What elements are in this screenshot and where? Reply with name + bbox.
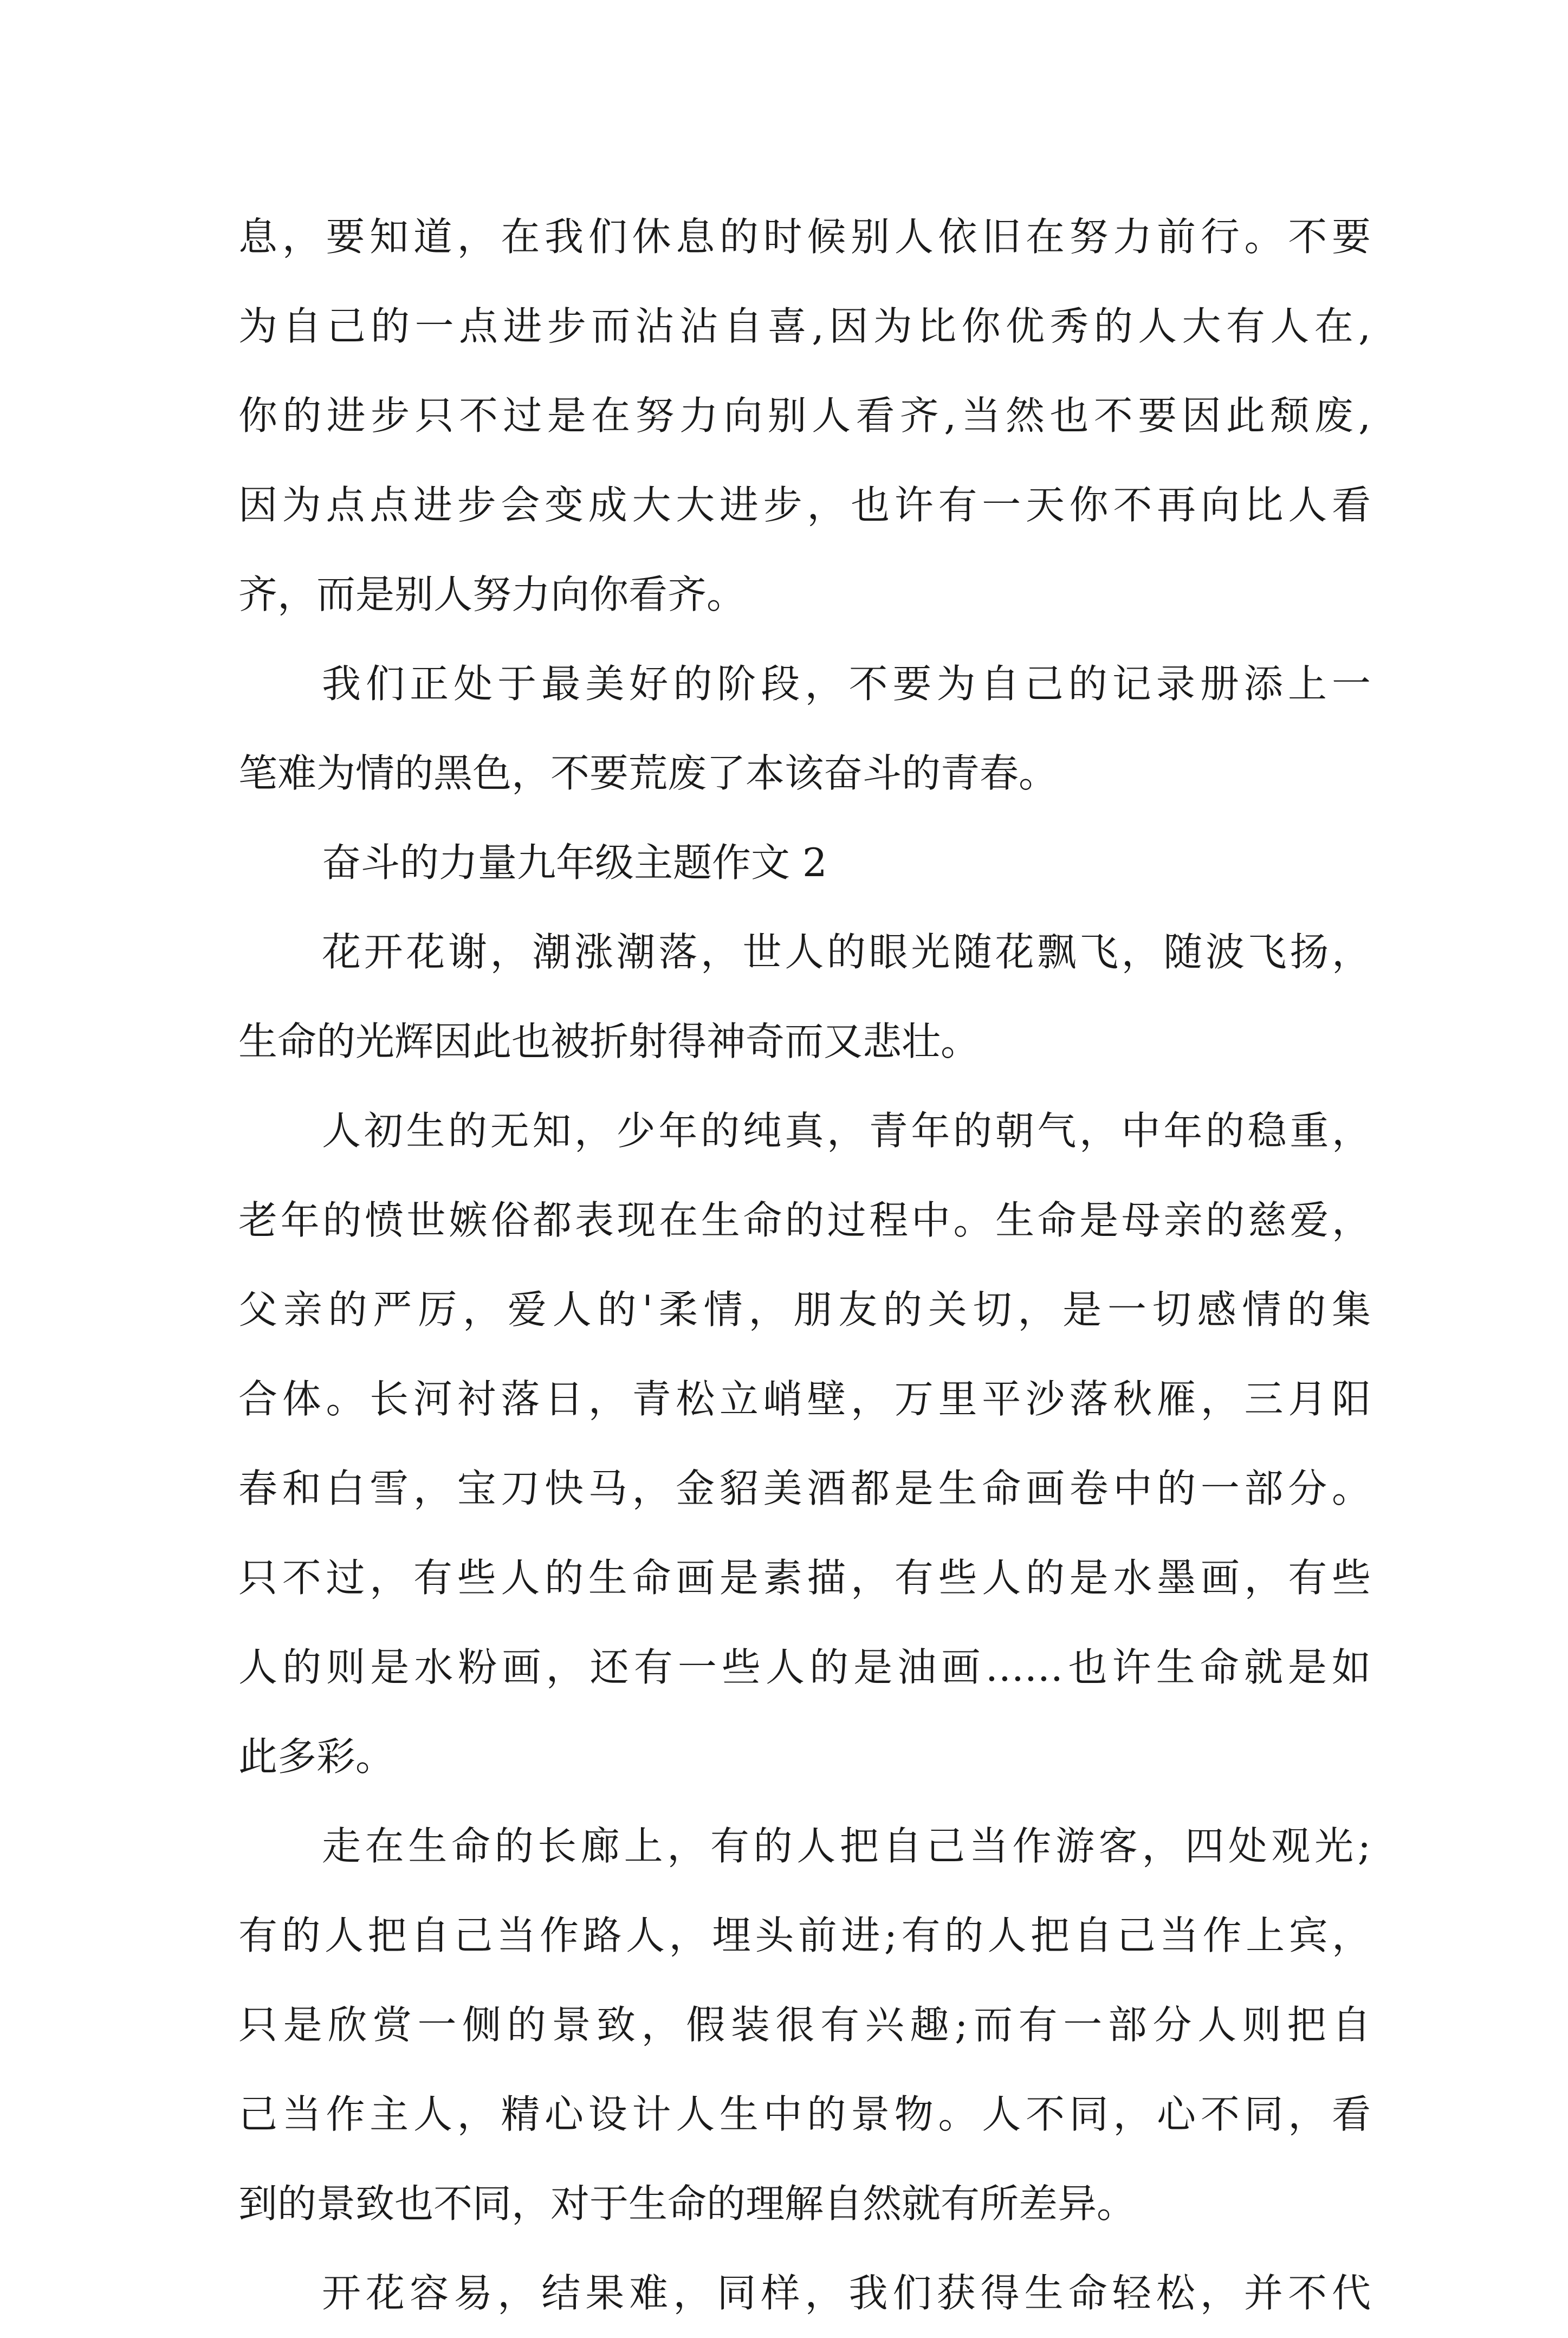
text-line: 我们正处于最美好的阶段，不要为自己的记录册添上一	[322, 661, 1371, 707]
text-line: 奋斗的力量九年级主题作文 2	[322, 840, 827, 885]
text-line: 走在生命的长廊上，有的人把自己当作游客，四处观光;	[322, 1823, 1371, 1869]
text-line: 只不过，有些人的生命画是素描，有些人的是水墨画，有些	[238, 1555, 1371, 1601]
essay-text	[238, 192, 1371, 2338]
text-line: 花开花谢，潮涨潮落，世人的眼光随花飘飞，随波飞扬，	[322, 929, 1371, 975]
text-line: 己当作主人，精心设计人生中的景物。人不同，心不同，看	[238, 2091, 1371, 2137]
text-line: 此多彩。	[238, 1734, 395, 1779]
text-line: 因为点点进步会变成大大进步，也许有一天你不再向比人看	[238, 482, 1371, 528]
text-line: 你的进步只不过是在努力向别人看齐,当然也不要因此颓废,	[238, 393, 1371, 438]
text-line: 合体。长河衬落日，青松立峭壁，万里平沙落秋雁，三月阳	[238, 1376, 1371, 1422]
text-line: 父亲的严厉，爱人的'柔情，朋友的关切，是一切感情的集	[238, 1287, 1371, 1332]
text-line: 春和白雪，宝刀快马，金貂美酒都是生命画卷中的一部分。	[238, 1466, 1371, 1511]
text-line: 生命的光辉因此也被折射得神奇而又悲壮。	[238, 1019, 980, 1064]
text-line: 为自己的一点进步而沾沾自喜,因为比你优秀的人大有人在,	[238, 303, 1371, 349]
text-line: 老年的愤世嫉俗都表现在生命的过程中。生命是母亲的慈爱，	[238, 1197, 1371, 1243]
text-line: 息，要知道，在我们休息的时候别人依旧在努力前行。不要	[238, 214, 1371, 260]
text-line: 人的则是水粉画，还有一些人的是油画……也许生命就是如	[238, 1644, 1371, 1690]
text-line: 开花容易，结果难，同样，我们获得生命轻松，并不代	[322, 2270, 1371, 2316]
text-line: 人初生的无知，少年的纯真，青年的朝气，中年的稳重，	[322, 1108, 1371, 1154]
text-line: 有的人把自己当作路人，埋头前进;有的人把自己当作上宾，	[238, 1913, 1371, 1958]
text-line: 只是欣赏一侧的景致，假装很有兴趣;而有一部分人则把自	[238, 2002, 1371, 2048]
text-line: 到的景致也不同，对于生命的理解自然就有所差异。	[238, 2181, 1136, 2226]
text-line: 齐，而是别人努力向你看齐。	[238, 572, 746, 617]
text-line: 笔难为情的黑色，不要荒废了本该奋斗的青春。	[238, 750, 1058, 796]
